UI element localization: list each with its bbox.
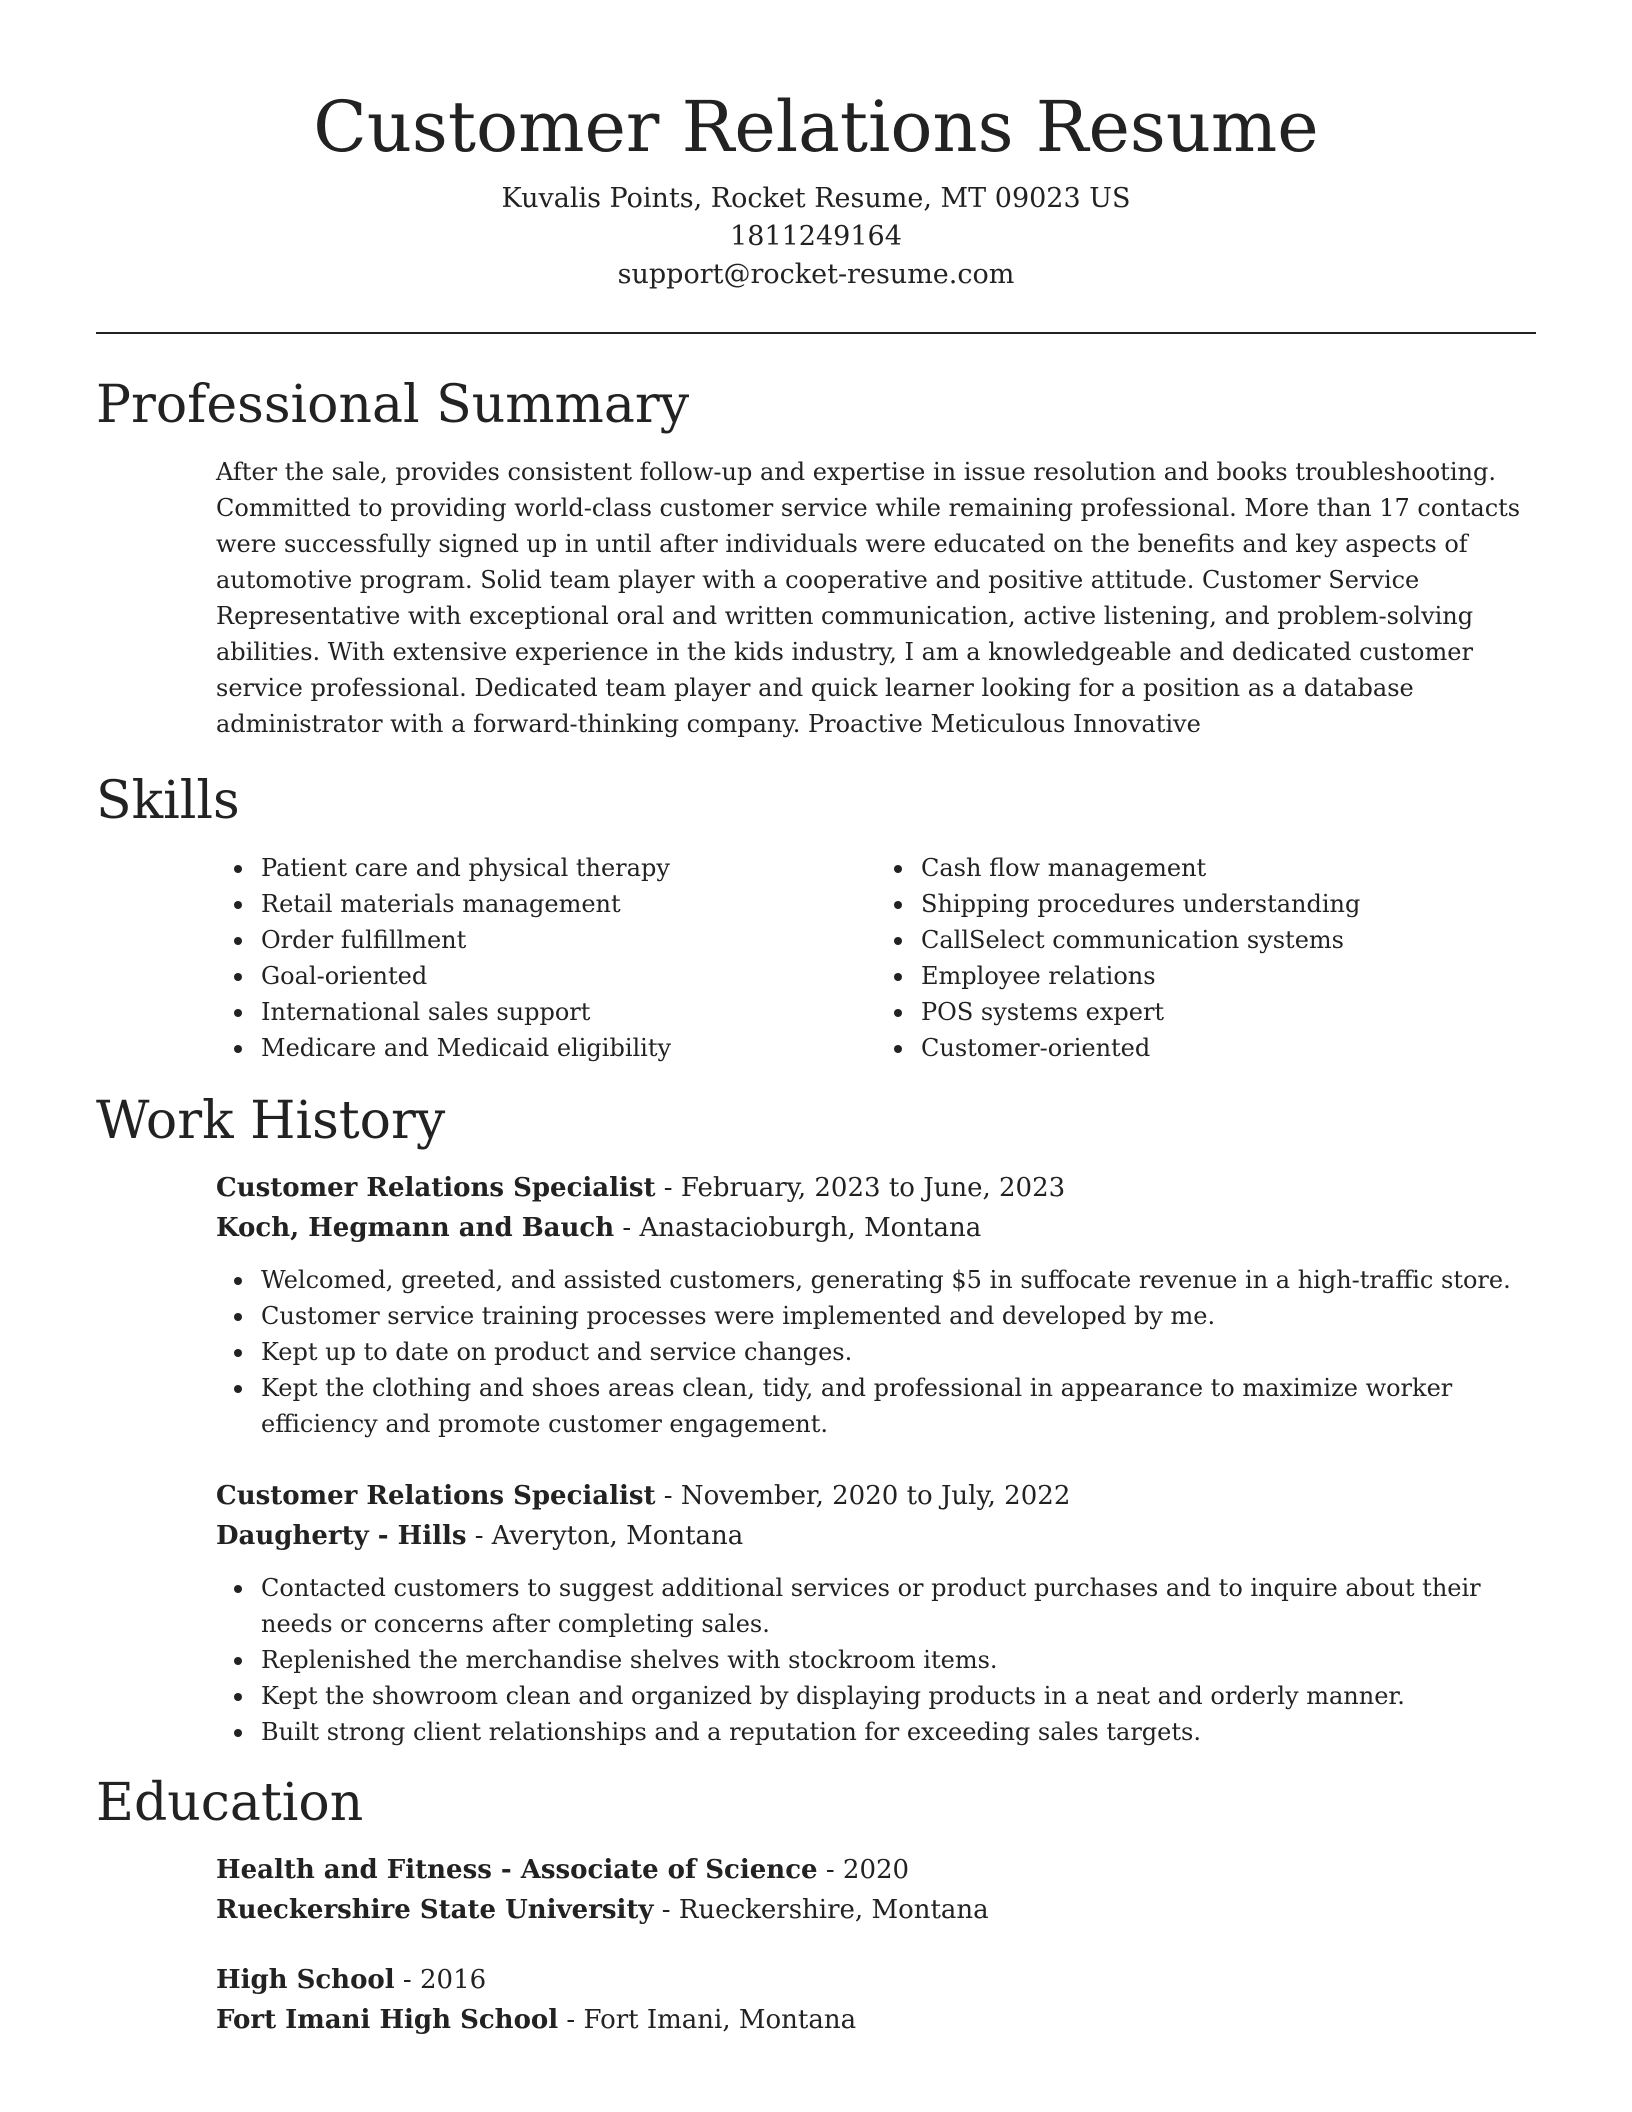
contact-address: Kuvalis Points, Rocket Resume, MT 09023 US (501, 183, 1131, 214)
education-location: Fort Imani, Montana (583, 2005, 857, 2035)
education-degree-line (216, 1960, 1536, 2000)
separator: - (653, 1895, 679, 1925)
job-bullets (216, 1570, 1536, 1750)
separator: - (394, 1965, 420, 1995)
job-bullets (216, 1262, 1536, 1442)
work-history-heading: Work History (96, 1091, 446, 1151)
skill-item: Medicare and Medicaid eligibility (261, 1030, 876, 1066)
job-bullet: Welcomed, greeted, and assisted customers, generating $5 in suffocate revenue in a high-traffic store. (261, 1262, 1536, 1298)
summary-text: After the sale, provides consistent follow-up and expertise in issue resolution and books troubleshooting. Committed to providing world-class customer service while remaining professional. More than 17 contacts were successfully signed up in until after individuals were educated on the benefits and key aspects of automotive program. Solid team player with a cooperative and positive attitude. Customer Service Representative with exceptional oral and written communication, active listening, and problem-solving abilities. With extensive experience in the kids industry, I am a knowledgeable and dedicated customer service professional. Dedicated team player and quick learner looking for a position as a database administrator with a forward-thinking company. Proactive Meticulous Innovative (216, 458, 1521, 738)
education-entry (216, 1960, 1536, 2040)
resume-title: Customer Relations Resume (313, 86, 1319, 168)
resume-page (96, 0, 1536, 2040)
skill-item: Cash flow management (921, 850, 1536, 886)
skill-item: POS systems expert (921, 994, 1536, 1030)
job-company-line (216, 1516, 1536, 1556)
job-title: Customer Relations Specialist (216, 1481, 656, 1511)
job-dates: November, 2020 to July, 2022 (680, 1481, 1071, 1511)
job-bullet: Contacted customers to suggest additional services or product purchases and to inquire about their needs or concerns after completing sales. (261, 1570, 1536, 1642)
skill-item: CallSelect communication systems (921, 922, 1536, 958)
job-title-line (216, 1476, 1536, 1516)
education-degree: Health and Fitness - Associate of Science (216, 1855, 818, 1885)
skills-list (216, 850, 1536, 1066)
job-bullet: Kept the showroom clean and organized by displaying products in a neat and orderly manner. (261, 1678, 1536, 1714)
education-entry (216, 1850, 1536, 1930)
contact-email: support@rocket-resume.com (617, 259, 1015, 290)
job-company-line (216, 1208, 1536, 1248)
skill-item: Employee relations (921, 958, 1536, 994)
skills-column-right (876, 850, 1536, 1066)
header-divider (96, 332, 1536, 334)
skill-item: Shipping procedures understanding (921, 886, 1536, 922)
skills-column-left (216, 850, 876, 1066)
job-company: Koch, Hegmann and Bauch (216, 1213, 615, 1243)
separator: - (817, 1855, 843, 1885)
skill-item: Retail materials management (261, 886, 876, 922)
education-school: Rueckershire State University (216, 1895, 654, 1925)
education-degree: High School (216, 1965, 395, 1995)
separator: - (466, 1521, 492, 1551)
separator: - (558, 2005, 584, 2035)
education-school: Fort Imani High School (216, 2005, 559, 2035)
education-school-line (216, 1890, 1536, 1930)
resume-header (96, 0, 1536, 294)
job-title-line (216, 1168, 1536, 1208)
skill-item: International sales support (261, 994, 876, 1030)
skill-item: Patient care and physical therapy (261, 850, 876, 886)
summary-heading: Professional Summary (96, 375, 690, 435)
job-entry (216, 1476, 1536, 1750)
education-school-line (216, 2000, 1536, 2040)
education-location: Rueckershire, Montana (678, 1895, 989, 1925)
separator: - (655, 1173, 681, 1203)
separator: - (614, 1213, 640, 1243)
skill-item: Goal-oriented (261, 958, 876, 994)
job-entry (216, 1168, 1536, 1442)
education-degree-line (216, 1850, 1536, 1890)
job-location: Anastacioburgh, Montana (639, 1213, 982, 1243)
skills-heading: Skills (96, 771, 240, 831)
separator: - (655, 1481, 681, 1511)
job-bullet: Kept up to date on product and service changes. (261, 1334, 1536, 1370)
job-dates: February, 2023 to June, 2023 (680, 1173, 1066, 1203)
skill-item: Order fulfillment (261, 922, 876, 958)
contact-phone: 1811249164 (730, 221, 902, 252)
skill-item: Customer-oriented (921, 1030, 1536, 1066)
job-bullet: Customer service training processes were implemented and developed by me. (261, 1298, 1536, 1334)
job-bullet: Kept the clothing and shoes areas clean, tidy, and professional in appearance to maximize worker efficiency and promote customer engagement. (261, 1370, 1536, 1442)
education-year: 2020 (842, 1855, 910, 1885)
job-title: Customer Relations Specialist (216, 1173, 656, 1203)
education-year: 2016 (419, 1965, 487, 1995)
job-bullet: Replenished the merchandise shelves with stockroom items. (261, 1642, 1536, 1678)
job-company: Daugherty - Hills (216, 1521, 467, 1551)
job-location: Averyton, Montana (491, 1521, 744, 1551)
job-bullet: Built strong client relationships and a reputation for exceeding sales targets. (261, 1714, 1536, 1750)
education-heading: Education (96, 1773, 364, 1833)
